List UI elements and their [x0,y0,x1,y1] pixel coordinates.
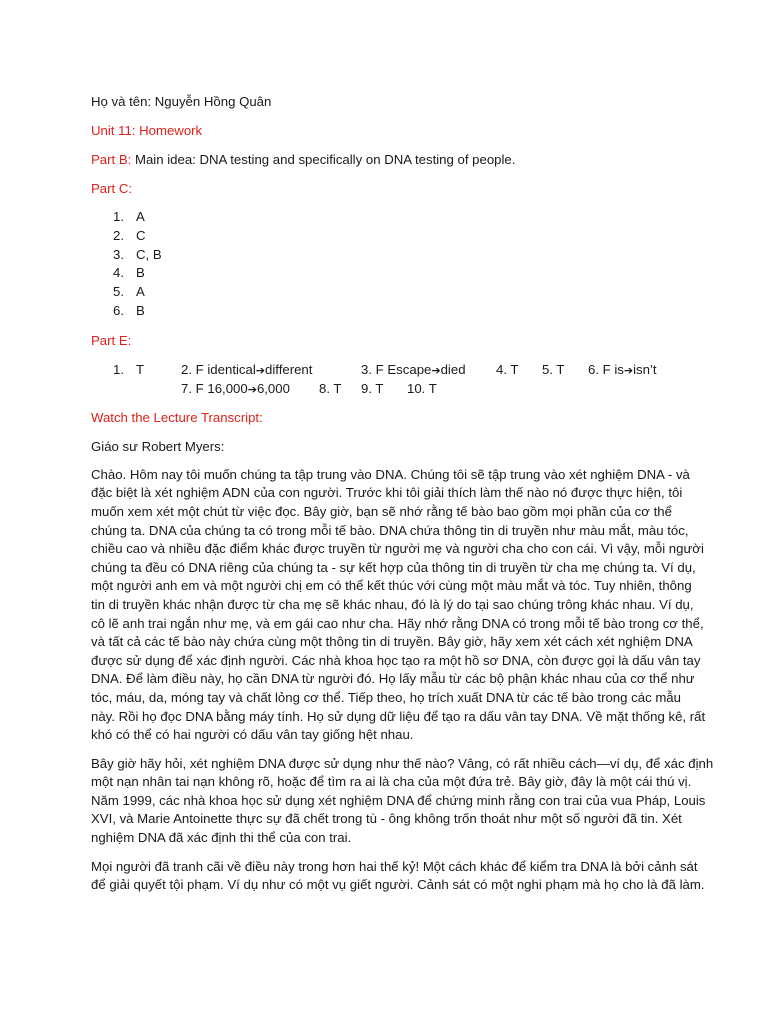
part-e-row-1 [91,360,711,379]
answer-2: 2. F identical➔different [181,361,313,377]
list-answer: A [136,284,145,300]
list-number: 4. [113,265,124,281]
document-page [91,92,714,905]
text-line: Mọi người đã tranh cãi về điều này trong hơn hai thế kỷ! Một cách khác để kiểm tra DNA là bởi cảnh sát [91,858,698,874]
text-line: tin di truyền khác nhận được từ cha mẹ sẽ khác nhau, đó là lý do tại sao chúng trông khác nhau. Ví dụ, [91,596,694,612]
text-line: tóc, máu, da, móng tay và chất lỏng cơ thể. Tiếp theo, họ trích xuất DNA từ các tế bào trong các mẫu [91,689,681,705]
answer-1-value: T [136,361,145,377]
text-line: XVI, và Marie Antoinette thực sự đã chết trong tù - ông không trốn thoát như một số người đã tin. Xét [91,811,682,827]
list-item [91,302,691,321]
arrow-right-icon: ➔ [247,382,257,396]
part-e-label: Part E: [91,332,132,348]
arrow-right-icon: ➔ [623,363,634,377]
answer-7: 7. F 16,000➔6,000 [181,380,290,396]
arrow-right-icon: ➔ [255,363,265,377]
transcript-paragraph-2 [91,755,714,848]
part-b-text: Main idea: DNA testing and specifically on DNA testing of people. [131,152,516,167]
text-line: một người anh em và một người chị em có thể kết thúc với cùng một màu mắt và tóc. Tuy nhiên, thông [91,578,692,594]
list-number: 6. [113,302,124,318]
part-c-answer-list [91,208,691,321]
list-answer: A [136,209,145,224]
list-answer: C, B [136,246,162,262]
list-item [91,283,691,302]
answer-9: 9. T [361,380,384,396]
speaker-name: Giáo sư Robert Myers: [91,438,225,454]
text-line: này. Rồi họ đọc DNA bằng máy tính. Họ sử dụng dữ liệu để tạo ra dấu vân tay DNA. Về mặt thống kê, rất [91,708,706,724]
answer-4: 4. T [496,361,519,377]
text-line: chúng ta đều có DNA riêng của chúng ta - sự kết hợp của thông tin di truyền từ cha mẹ chúng ta. Ví dụ, [91,559,696,575]
text-line: cô lẽ anh trai ngắn như mẹ, và em gái cao như cha. Hãy nhớ rằng DNA có trong mỗi tế bào trong cơ thể, [91,615,704,631]
list-number: 5. [113,284,124,300]
answer-10: 10. T [407,380,437,396]
transcript-paragraph-1 [91,466,706,745]
text-line: Bây giờ hãy hỏi, xét nghiệm DNA được sử dụng như thế nào? Vâng, có rất nhiều cách—ví dụ, để xác định [91,755,714,771]
answer-5: 5. T [542,361,565,377]
part-b-label: Part B: [91,152,132,167]
text-line: chúng ta. DNA của chúng ta có trong mỗi tế bào. DNA chứa thông tin di truyền như màu mắt, màu tóc, [91,522,689,538]
text-line: chiều cao và nhiều đặc điểm khác được truyền từ người mẹ và người cha cho con cái. Vì vậy, mỗi người [91,541,704,557]
part-c-label: Part C: [91,181,133,196]
part-b-line [91,150,691,169]
text-line: để giải quyết tội phạm. Ví dụ như có một vụ giết người. Cảnh sát có một nghi phạm mà họ cho là đã làm. [91,877,705,893]
list-number: 2. [113,227,124,243]
list-item [91,208,691,227]
unit-title: Unit 11: Homework [91,123,203,138]
list-answer: C [136,227,146,243]
list-item [91,246,691,265]
text-line: Chào. Hôm nay tôi muốn chúng ta tập trung vào DNA. Chúng tôi sẽ tập trung vào xét nghiệm DNA - và [91,466,690,482]
list-item [91,264,691,283]
text-line: một nạn nhân tai nạn không rõ, hoặc để tìm ra ai là cha của một đứa trẻ. Bây giờ, đây là một cái thú vị. [91,774,692,790]
list-answer: B [136,265,145,281]
text-line: Năm 1999, các nhà khoa học sử dụng xét nghiệm DNA để chứng minh rằng con trai của vua Pháp, Louis [91,792,706,808]
list-item [91,227,691,246]
text-line: khó có thể có hai người có dấu vân tay giống hệt nhau. [91,727,414,743]
text-line: DNA. Để làm điều này, họ cần DNA từ người đó. Họ lấy mẫu từ các bộ phận khác nhau của cơ thể như [91,671,695,687]
transcript-paragraph-3 [91,858,705,895]
list-number: 3. [113,246,124,262]
text-line: muốn xem xét một chút từ việc đọc. Bây giờ, bạn sẽ nhớ rằng tế bào bao gồm mọi phần của cơ thể [91,503,672,519]
transcript-heading: Watch the Lecture Transcript: [91,409,263,425]
text-line: và tất cả các tế bào này chứa cùng một thông tin di truyền. Bây giờ, hãy xem xét cách xét nghiệm DNA [91,634,693,650]
text-line: đặc biệt là xét nghiệm ADN của con người. Trước khi tôi giải thích làm thế nào nó được thực hiện, tôi [91,485,683,501]
list-answer: B [136,302,145,318]
list-number: 1. [113,209,124,224]
part-e-answers [91,360,691,398]
answer-8: 8. T [319,380,342,396]
answer-6: 6. F is➔isn’t [588,361,657,377]
text-line: nghiệm DNA đã xác định thi thể của con trai. [91,830,352,846]
student-name: Họ và tên: Nguyễn Hồng Quân [91,94,272,109]
answer-3: 3. F Escape➔died [361,361,466,377]
text-line: được sử dụng để xác định người. Các nhà khoa học tạo ra một hồ sơ DNA, còn được gọi là dấu vân tay [91,652,701,668]
part-e-row-2 [91,379,711,398]
arrow-right-icon: ➔ [431,363,441,377]
answer-1-number: 1. [113,361,124,377]
